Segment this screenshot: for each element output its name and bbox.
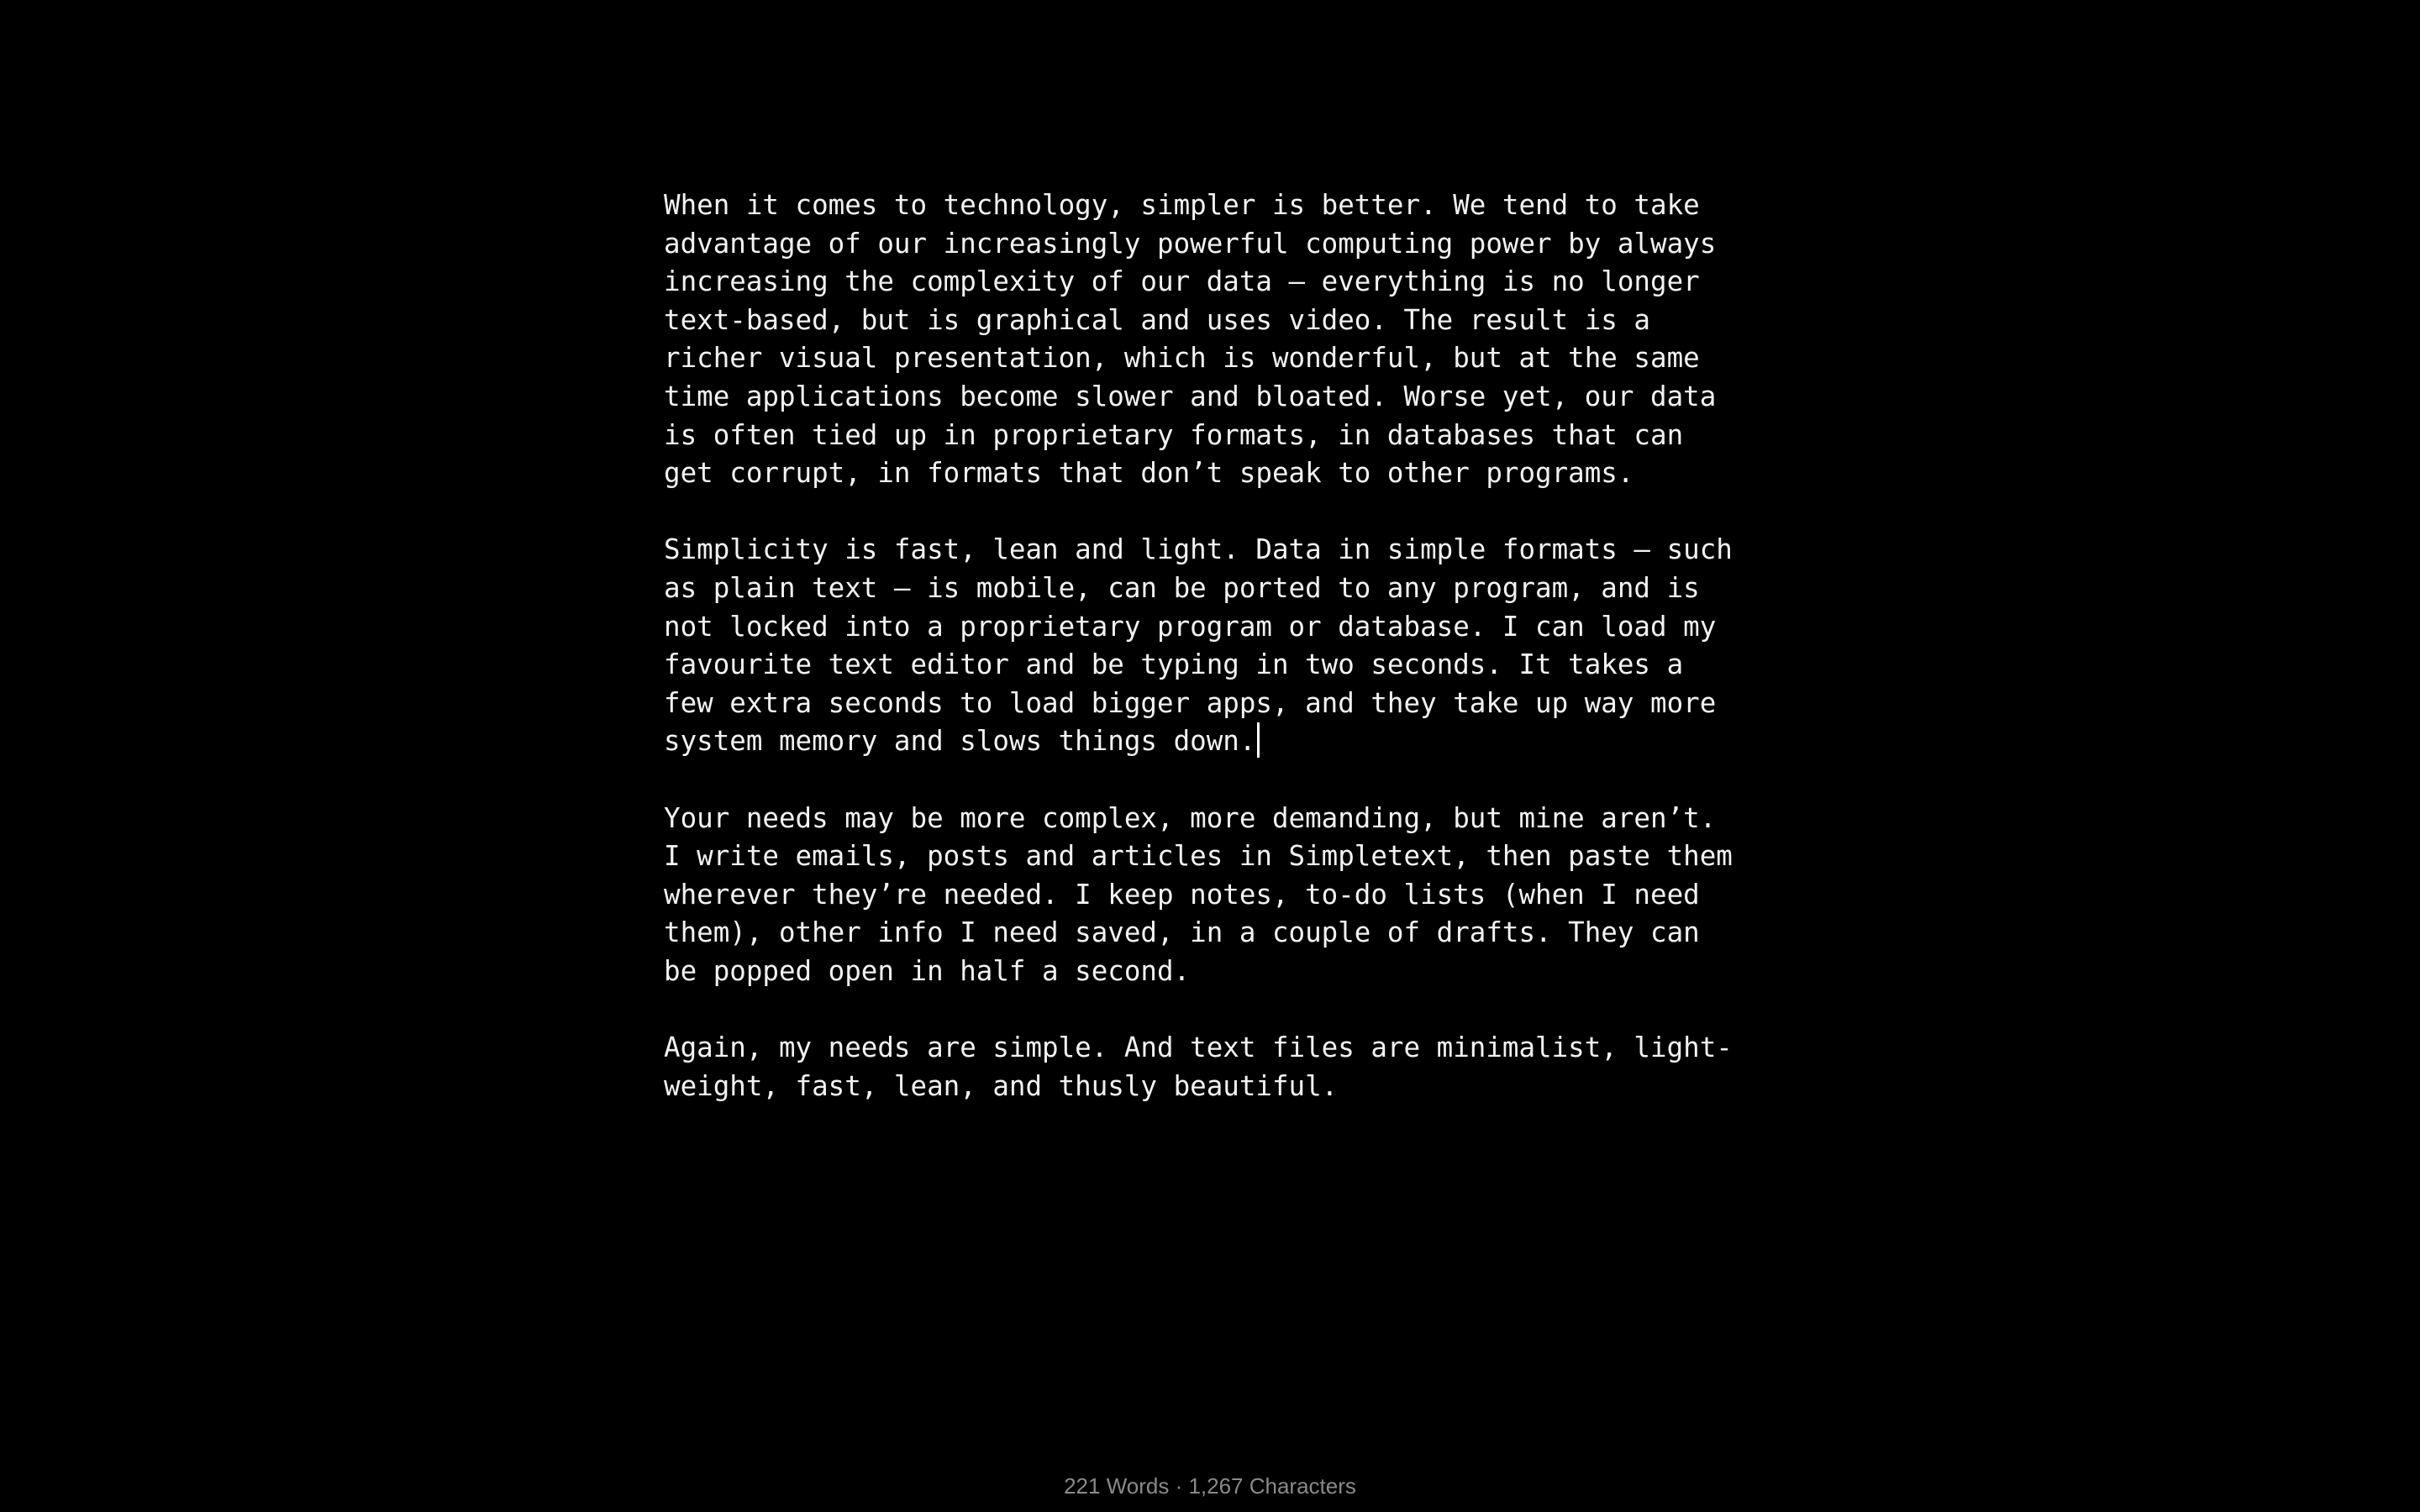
- text-line[interactable]: richer visual presentation, which is wonderful, but at the same: [664, 342, 1700, 375]
- text-line[interactable]: Again, my needs are simple. And text files are minimalist, light-: [664, 1032, 1733, 1064]
- text-line[interactable]: advantage of our increasingly powerful computing power by always: [664, 227, 1717, 260]
- text-line[interactable]: few extra seconds to load bigger apps, and they take up way more: [664, 686, 1717, 719]
- word-count-status[interactable]: 221 Words · 1,267 Characters: [1064, 1473, 1356, 1499]
- text-editor-area[interactable]: [664, 186, 1756, 1144]
- text-line[interactable]: I write emails, posts and articles in Simpletext, then paste them: [664, 840, 1733, 873]
- paragraph-1[interactable]: [664, 186, 1756, 493]
- text-line[interactable]: text-based, but is graphical and uses video. The result is a: [664, 303, 1650, 336]
- text-line[interactable]: increasing the complexity of our data — everything is no longer: [664, 265, 1700, 298]
- text-line[interactable]: Your needs may be more complex, more demanding, but mine aren’t.: [664, 801, 1717, 834]
- text-line[interactable]: be popped open in half a second.: [664, 954, 1191, 987]
- paragraph-4[interactable]: [664, 1029, 1756, 1105]
- text-line[interactable]: When it comes to technology, simpler is better. We tend to take: [664, 189, 1700, 221]
- paragraph-2[interactable]: [664, 531, 1756, 761]
- text-line[interactable]: time applications become slower and bloated. Worse yet, our data: [664, 380, 1717, 412]
- text-line[interactable]: favourite text editor and be typing in two seconds. It takes a: [664, 648, 1684, 681]
- text-line[interactable]: weight, fast, lean, and thusly beautiful.: [664, 1069, 1339, 1102]
- text-line[interactable]: system memory and slows things down.: [664, 725, 1256, 758]
- paragraph-3[interactable]: [664, 800, 1756, 991]
- text-line[interactable]: get corrupt, in formats that don’t speak to other programs.: [664, 457, 1634, 490]
- text-line-with-caret[interactable]: [664, 722, 1756, 761]
- text-line[interactable]: wherever they’re needed. I keep notes, to-do lists (when I need: [664, 878, 1700, 911]
- text-line[interactable]: not locked into a proprietary program or database. I can load my: [664, 610, 1717, 643]
- text-line[interactable]: is often tied up in proprietary formats, in databases that can: [664, 418, 1684, 451]
- text-caret: [1257, 722, 1260, 758]
- text-line[interactable]: them), other info I need saved, in a couple of drafts. They can: [664, 916, 1700, 949]
- text-line[interactable]: as plain text — is mobile, can be ported to any program, and is: [664, 571, 1700, 604]
- text-line[interactable]: Simplicity is fast, lean and light. Data in simple formats — such: [664, 533, 1733, 566]
